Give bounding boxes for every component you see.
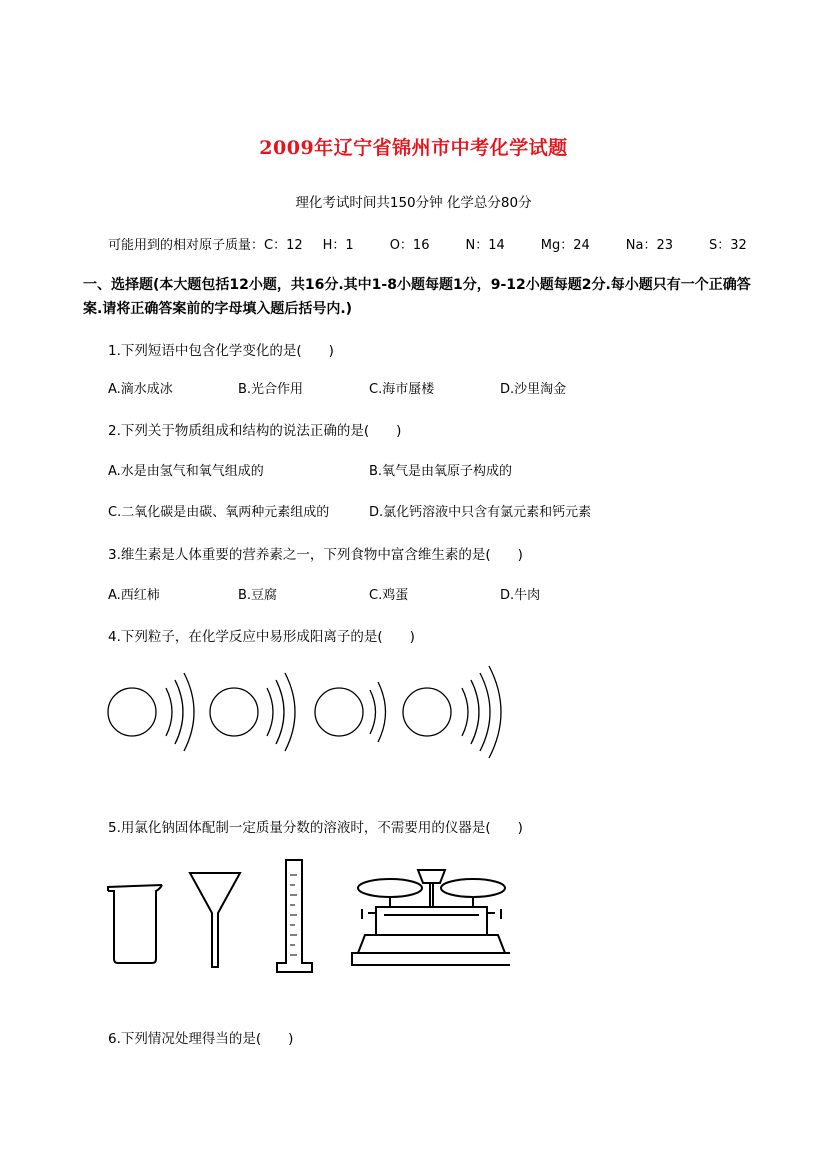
q4-atom-diagrams [100, 660, 520, 770]
atom-structure-diagram-d [403, 666, 501, 758]
atomic-mass-item: Mg：24 [540, 238, 590, 253]
q2-option-a: A.水是由氢气和氧气组成的 [108, 464, 264, 479]
q3-option-c: C.鸡蛋 [369, 588, 409, 603]
balance-scale-icon [352, 870, 510, 965]
section-heading: 一、选择题(本大题包括12小题，共16分.其中1-8小题每题1分，9-12小题每题2分.每小题只有一个正确答案.请将正确答案前的字母填入题后括号内.) [83, 277, 751, 317]
funnel-icon [190, 873, 240, 967]
atom-structure-diagram-c [315, 682, 386, 742]
question-4-stem: 4.下列粒子，在化学反应中易形成阳离子的是( ) [108, 629, 415, 645]
question-6-stem: 6.下列情况处理得当的是( ) [108, 1031, 294, 1047]
q1-option-c: C.海市蜃楼 [369, 382, 435, 397]
atomic-masses [108, 234, 747, 253]
atomic-mass-item: O：16 [389, 238, 430, 253]
q1-option-a: A.滴水成冰 [108, 382, 173, 397]
atomic-mass-item: Na：23 [625, 238, 673, 253]
q1-option-b: B.光合作用 [238, 382, 304, 397]
exam-info: 理化考试时间共150分钟 化学总分80分 [295, 195, 532, 211]
question-3-stem: 3.维生素是人体重要的营养素之一，下列食物中富含维生素的是( ) [108, 547, 523, 563]
question-1-stem: 1.下列短语中包含化学变化的是( ) [108, 343, 334, 359]
graduated-cylinder-icon [277, 860, 312, 972]
atomic-mass-item: C：12 [264, 238, 303, 253]
q3-option-b: B.豆腐 [238, 588, 278, 603]
page-title: 2009年辽宁省锦州市中考化学试题 [259, 137, 568, 159]
atom-structure-diagram-a [108, 673, 194, 751]
beaker-icon [108, 885, 162, 963]
q2-option-c: C.二氧化碳是由碳、氧两种元素组成的 [108, 505, 330, 520]
q2-option-d: D.氯化钙溶液中只含有氯元素和钙元素 [369, 505, 592, 520]
atomic-mass-item: N：14 [465, 238, 505, 253]
atomic-mass-item: S：32 [709, 238, 747, 253]
q5-apparatus [100, 855, 510, 980]
q3-option-a: A.西红柿 [108, 588, 160, 603]
q1-option-d: D.沙里淘金 [500, 382, 567, 397]
atom-structure-diagram-b [210, 673, 295, 751]
question-2-stem: 2.下列关于物质组成和结构的说法正确的是( ) [108, 423, 402, 439]
q2-option-b: B.氧气是由氧原子构成的 [369, 464, 513, 479]
q3-option-d: D.牛肉 [500, 588, 541, 603]
atomic-mass-item: H：1 [322, 238, 354, 253]
question-5-stem: 5.用氯化钠固体配制一定质量分数的溶液时，不需要用的仪器是( ) [108, 820, 523, 836]
atomic-masses-label: 可能用到的相对原子质量： [108, 238, 265, 253]
